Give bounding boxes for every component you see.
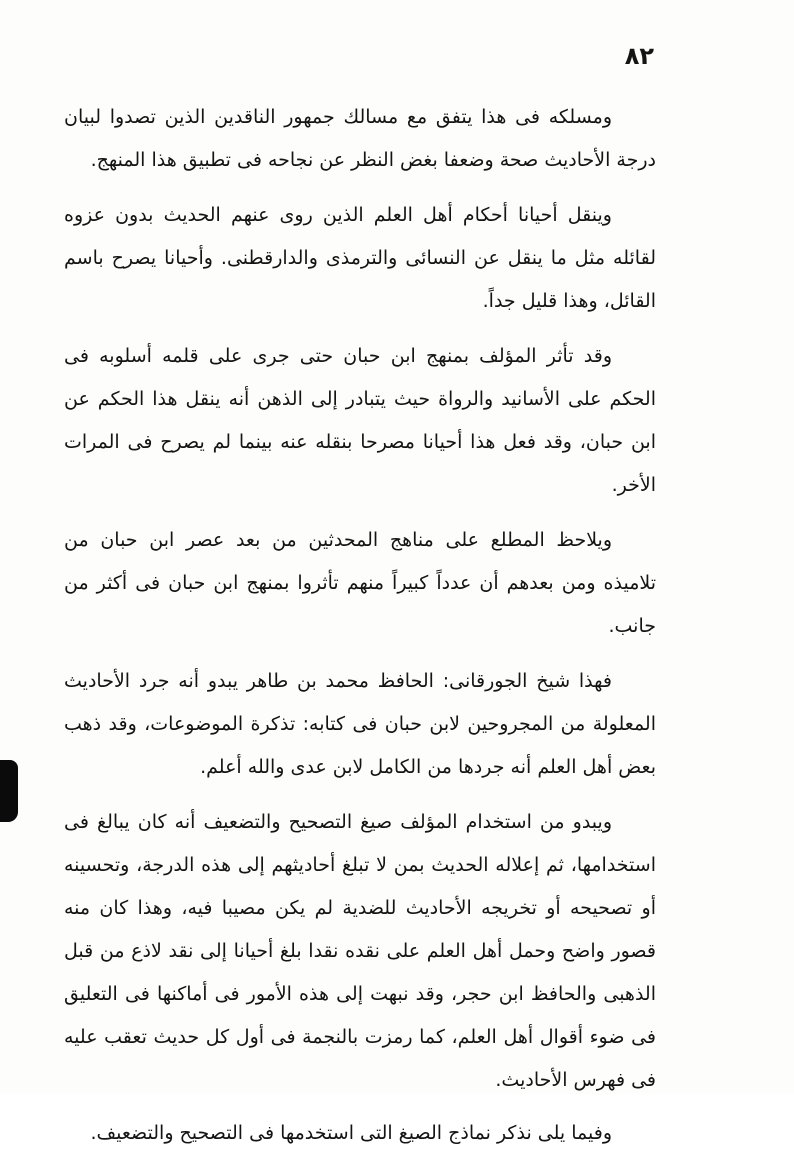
paragraph-5: فهذا شيخ الجورقانى: الحافظ محمد بن طاهر يبدو أنه جرد الأحاديث المعلولة من المجروحين لابن حبان فى كتابه: تذكرة الموضوعات، وقد ذهب بعض أهل العلم أنه جردها من الكامل لابن عدى والله أعلم.	[64, 670, 656, 778]
paragraph-3: وقد تأثر المؤلف بمنهج ابن حبان حتى جرى على قلمه أسلوبه فى الحكم على الأسانيد والرواة حيث يتبادر إلى الذهن أنه ينقل هذا الحكم عن ابن حبان، وقد فعل هذا أحيانا مصرحا بنقله عنه بينما لم يصرح فى المرات الأخر.	[64, 345, 656, 496]
paragraph-4: ويلاحظ المطلع على مناهج المحدثين من بعد عصر ابن حبان من تلاميذه ومن بعدهم أن عدداً كبيراً منهم تأثروا بمنهج ابن حبان فى أكثر من جانب.	[64, 529, 656, 637]
paragraph-1: ومسلكه فى هذا يتفق مع مسالك جمهور الناقدين الذين تصدوا لبيان درجة الأحاديث صحة وضعفا بغض النظر عن نجاحه فى تطبيق هذا المنهج.	[64, 106, 656, 171]
body-text	[64, 96, 656, 1167]
paragraph-7: وفيما يلى نذكر نماذج الصيغ التى استخدمها فى التصحيح والتضعيف.	[90, 1122, 612, 1144]
paragraph-6: ويبدو من استخدام المؤلف صيغ التصحيح والتضعيف أنه كان يبالغ فى استخدامها، ثم إعلاله الحديث بمن لا تبلغ أحاديثهم إلى هذه الدرجة، وتحسينه أو تصحيحه أو تخريجه الأحاديث للضدية لم يكن مصيبا فيه، وهذا كان منه قصور واضح وحمل أهل العلم على نقده نقدا بلغ أحيانا إلى نقد لاذع من قبل الذهبى والحافظ ابن حجر، وقد نبهت إلى هذه الأمور فى أماكنها فى التعليق فى ضوء أقوال أهل العلم، كما رمزت بالنجمة فى أول كل حديث تعقب عليه فى فهرس الأحاديث.	[64, 811, 656, 1091]
scan-edge-mark	[0, 760, 18, 822]
paragraph-2: وينقل أحيانا أحكام أهل العلم الذين روى عنهم الحديث بدون عزوه لقائله مثل ما ينقل عن النسائى والترمذى والدارقطنى. وأحيانا يصرح باسم القائل، وهذا قليل جداً.	[64, 204, 656, 312]
page-number: ٨٢	[624, 42, 654, 70]
